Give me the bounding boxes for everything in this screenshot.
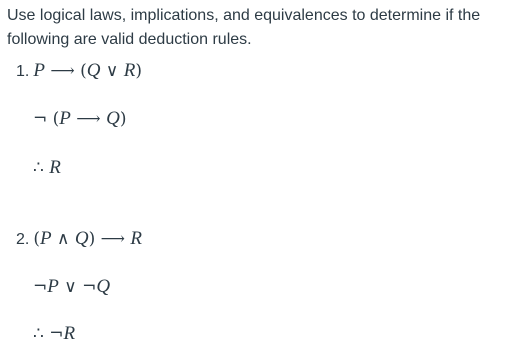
operator: ∨ — [100, 61, 124, 81]
variable: P — [47, 276, 59, 297]
variable: P — [39, 228, 52, 249]
operator: ) ⟶ — [88, 229, 131, 249]
variable: Q — [86, 60, 101, 81]
variable: R — [49, 157, 61, 178]
operator: ) — [119, 109, 127, 129]
problem-2-premise-2 — [33, 276, 110, 298]
operator: ( — [33, 229, 40, 249]
variable: Q — [74, 228, 89, 249]
variable: P — [59, 108, 71, 129]
problem-1-conclusion — [33, 157, 61, 179]
variable: Q — [106, 108, 120, 129]
operator: ⟶ ( — [44, 61, 87, 81]
operator: ∨ ¬ — [58, 277, 97, 297]
problem-number: 1. — [16, 63, 30, 80]
problem-number: 2. — [16, 231, 30, 248]
therefore-symbol: ∴ — [33, 158, 50, 178]
problem-1-premise-1 — [16, 60, 142, 82]
therefore-symbol: ∴ ¬ — [33, 324, 64, 344]
operator: ) — [135, 61, 143, 81]
variable: R — [123, 60, 136, 81]
variable: P — [33, 60, 45, 81]
problem-2-premise-1 — [16, 228, 142, 250]
problem-2-conclusion — [33, 323, 75, 345]
operator: ¬ — [33, 277, 48, 297]
operator: ∧ — [51, 229, 75, 249]
operator: ⟶ — [70, 109, 107, 129]
problem-1-premise-2 — [33, 108, 126, 130]
question-prompt: Use logical laws, implications, and equivalences to determine if the following are valid deduction rules. — [7, 7, 481, 48]
variable: R — [63, 323, 76, 344]
operator: ¬ ( — [33, 109, 60, 129]
variable: Q — [96, 276, 111, 297]
variable: R — [130, 228, 143, 249]
